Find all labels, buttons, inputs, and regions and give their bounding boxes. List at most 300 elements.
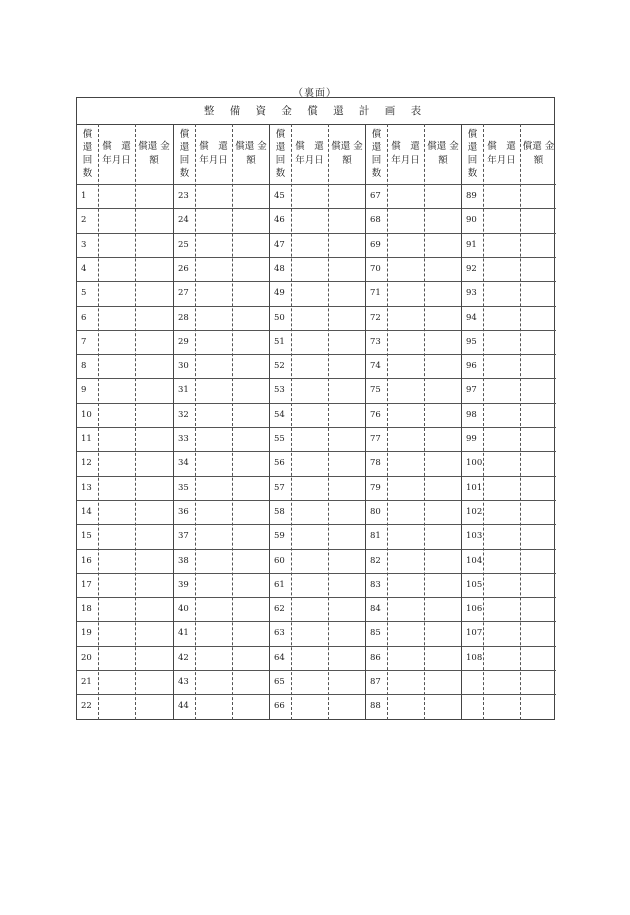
repayment-number: 36 [178,506,189,517]
repayment-date-cell[interactable] [99,281,134,305]
repayment-date-cell[interactable] [196,354,231,378]
repayment-date-cell[interactable] [292,281,327,305]
repayment-date-cell[interactable] [99,670,134,694]
repayment-amount-cell[interactable] [136,500,172,524]
repayment-date-cell[interactable] [292,257,327,281]
header-repayment-date: 償 還 年月日 [391,141,420,166]
repayment-date-cell[interactable] [388,306,423,330]
repayment-date-cell[interactable] [292,403,327,427]
repayment-amount-cell[interactable] [425,549,461,573]
header-repayment-count [366,124,387,184]
repayment-date-cell[interactable] [196,208,231,232]
repayment-number: 65 [274,677,285,687]
repayment-date-cell[interactable] [99,597,134,621]
repayment-date-cell[interactable] [99,621,134,645]
repayment-date-cell[interactable] [484,257,519,281]
repayment-amount-cell[interactable] [425,500,461,524]
repayment-amount-cell[interactable] [521,451,556,475]
repayment-date-cell[interactable] [196,549,231,573]
repayment-date-cell[interactable] [292,427,327,451]
repayment-number: 19 [81,628,92,639]
repayment-amount-cell[interactable] [136,597,172,621]
repayment-date-cell[interactable] [99,573,134,597]
repayment-amount-cell[interactable] [329,694,365,718]
repayment-amount-cell[interactable] [521,184,556,208]
repayment-amount-cell[interactable] [329,573,365,597]
repayment-date-cell[interactable] [292,354,327,378]
repayment-number: 84 [370,604,381,615]
repayment-date-cell[interactable] [484,330,519,354]
repayment-date-cell[interactable] [99,500,134,524]
repayment-date-cell[interactable] [292,597,327,621]
repayment-number: 69 [370,239,381,250]
repayment-number: 56 [274,458,285,469]
repayment-amount-cell[interactable] [329,476,365,500]
repayment-amount-cell[interactable] [521,670,556,694]
repayment-amount-cell[interactable] [521,597,556,621]
repayment-date-cell[interactable] [292,330,327,354]
repayment-number: 62 [274,604,285,615]
repayment-date-cell[interactable] [196,427,231,451]
repayment-number: 53 [274,385,285,396]
repayment-number: 74 [370,361,381,372]
repayment-amount-cell[interactable] [521,208,556,232]
repayment-number: 82 [370,555,381,566]
repayment-amount-cell[interactable] [233,427,269,451]
header-repayment-count [270,124,291,184]
repayment-date-cell[interactable] [292,621,327,645]
repayment-number: 20 [81,652,92,663]
repayment-amount-cell[interactable] [136,573,172,597]
header-repayment-amount: 償還 金額 [331,141,363,166]
header-repayment-count-label: 償還回数 [467,129,478,179]
repayment-number: 78 [370,458,381,469]
repayment-number: 59 [274,531,285,542]
repayment-number: 67 [370,191,381,201]
repayment-amount-cell[interactable] [521,354,556,378]
repayment-date-cell[interactable] [388,694,423,718]
repayment-amount-cell[interactable] [136,670,172,694]
repayment-date-cell[interactable] [196,694,231,718]
repayment-number: 92 [466,263,477,274]
repayment-date-cell[interactable] [484,476,519,500]
repayment-amount-cell[interactable] [329,378,365,402]
repayment-amount-cell[interactable] [233,451,269,475]
header-repayment-amount: 償還 金額 [138,141,170,166]
repayment-plan-table [76,97,555,720]
repayment-date-cell[interactable] [292,670,327,694]
repayment-number: 81 [370,531,381,542]
repayment-date-cell[interactable] [484,403,519,427]
repayment-amount-cell[interactable] [233,524,269,548]
repayment-amount-cell[interactable] [233,694,269,718]
repayment-date-cell[interactable] [99,257,134,281]
header-repayment-date: 償 還 年月日 [102,141,131,166]
repayment-date-cell[interactable] [292,476,327,500]
repayment-number: 26 [178,263,189,274]
repayment-date-cell[interactable] [484,694,519,718]
repayment-number: 54 [274,409,285,420]
repayment-date-cell[interactable] [484,354,519,378]
repayment-date-cell[interactable] [99,549,134,573]
repayment-amount-cell[interactable] [233,233,269,257]
repayment-amount-cell[interactable] [233,257,269,281]
repayment-amount-cell[interactable] [521,378,556,402]
repayment-amount-cell[interactable] [329,670,365,694]
repayment-amount-cell[interactable] [425,451,461,475]
repayment-amount-cell[interactable] [136,549,172,573]
repayment-number: 18 [81,604,92,615]
repayment-number: 34 [178,458,189,469]
repayment-amount-cell[interactable] [233,670,269,694]
repayment-number: 8 [81,361,87,372]
repayment-number: 104 [466,555,483,566]
repayment-date-cell[interactable] [388,354,423,378]
repayment-amount-cell[interactable] [136,306,172,330]
repayment-amount-cell[interactable] [329,306,365,330]
repayment-date-cell[interactable] [388,524,423,548]
repayment-amount-cell[interactable] [425,670,461,694]
repayment-date-cell[interactable] [196,573,231,597]
repayment-date-cell[interactable] [196,257,231,281]
repayment-number: 52 [274,361,285,372]
repayment-number: 75 [370,385,381,396]
repayment-number: 6 [81,312,87,323]
repayment-date-cell[interactable] [196,184,231,208]
repayment-number: 46 [274,215,285,226]
repayment-date-cell[interactable] [484,500,519,524]
repayment-date-cell[interactable] [292,549,327,573]
repayment-date-cell[interactable] [196,670,231,694]
repayment-number: 90 [466,215,477,226]
repayment-date-cell[interactable] [99,403,134,427]
repayment-date-cell[interactable] [196,621,231,645]
repayment-amount-cell[interactable] [233,500,269,524]
repayment-number: 42 [178,652,189,663]
header-repayment-amount: 償還 金額 [522,141,555,166]
repayment-date-cell[interactable] [388,330,423,354]
repayment-amount-cell[interactable] [425,646,461,670]
repayment-date-cell[interactable] [292,694,327,718]
repayment-amount-cell[interactable] [521,524,556,548]
repayment-amount-cell[interactable] [425,281,461,305]
repayment-date-cell[interactable] [484,233,519,257]
repayment-date-cell[interactable] [484,306,519,330]
repayment-date-cell[interactable] [99,184,134,208]
repayment-number: 100 [466,458,483,469]
repayment-amount-cell[interactable] [233,281,269,305]
repayment-amount-cell[interactable] [329,281,365,305]
repayment-amount-cell[interactable] [233,184,269,208]
repayment-number: 5 [81,288,87,299]
repayment-date-cell[interactable] [292,646,327,670]
repayment-amount-cell[interactable] [425,257,461,281]
repayment-amount-cell[interactable] [521,646,556,670]
repayment-date-cell[interactable] [292,208,327,232]
repayment-number: 79 [370,482,381,493]
repayment-amount-cell[interactable] [233,549,269,573]
repayment-amount-cell[interactable] [521,621,556,645]
repayment-amount-cell[interactable] [136,403,172,427]
repayment-date-cell[interactable] [484,621,519,645]
repayment-date-cell[interactable] [99,354,134,378]
repayment-number: 61 [274,579,285,590]
repayment-date-cell[interactable] [388,549,423,573]
repayment-amount-cell[interactable] [233,403,269,427]
repayment-number: 87 [370,677,381,687]
repayment-date-cell[interactable] [196,524,231,548]
repayment-date-cell[interactable] [292,500,327,524]
repayment-number: 30 [178,361,189,372]
repayment-number: 17 [81,579,92,590]
repayment-amount-cell[interactable] [425,524,461,548]
repayment-amount-cell[interactable] [425,233,461,257]
repayment-number: 37 [178,531,189,542]
repayment-amount-cell[interactable] [521,330,556,354]
repayment-amount-cell[interactable] [329,257,365,281]
repayment-number: 7 [81,336,87,347]
repayment-date-cell[interactable] [388,500,423,524]
repayment-number: 24 [178,215,189,226]
repayment-date-cell[interactable] [388,573,423,597]
repayment-amount-cell[interactable] [425,573,461,597]
repayment-date-cell[interactable] [196,378,231,402]
repayment-amount-cell[interactable] [233,354,269,378]
repayment-amount-cell[interactable] [136,257,172,281]
repayment-amount-cell[interactable] [329,500,365,524]
repayment-amount-cell[interactable] [136,646,172,670]
repayment-amount-cell[interactable] [425,378,461,402]
repayment-amount-cell[interactable] [233,646,269,670]
repayment-date-cell[interactable] [484,549,519,573]
repayment-date-cell[interactable] [99,208,134,232]
repayment-date-cell[interactable] [484,597,519,621]
repayment-date-cell[interactable] [292,306,327,330]
repayment-amount-cell[interactable] [521,500,556,524]
repayment-number: 108 [466,652,483,663]
repayment-amount-cell[interactable] [136,233,172,257]
repayment-amount-cell[interactable] [136,451,172,475]
repayment-number: 49 [274,288,285,299]
repayment-amount-cell[interactable] [329,524,365,548]
repayment-date-cell[interactable] [388,378,423,402]
repayment-number: 27 [178,288,189,299]
repayment-amount-cell[interactable] [521,694,556,718]
repayment-date-cell[interactable] [196,451,231,475]
repayment-amount-cell[interactable] [521,427,556,451]
repayment-amount-cell[interactable] [233,378,269,402]
repayment-date-cell[interactable] [292,451,327,475]
repayment-number: 103 [466,531,483,542]
repayment-date-cell[interactable] [99,330,134,354]
repayment-number: 25 [178,239,189,250]
repayment-date-cell[interactable] [196,597,231,621]
repayment-amount-cell[interactable] [136,427,172,451]
page-side-note: （裏面） [293,88,337,99]
repayment-number: 105 [466,579,483,590]
repayment-date-cell[interactable] [484,573,519,597]
repayment-amount-cell[interactable] [329,330,365,354]
repayment-amount-cell[interactable] [136,378,172,402]
repayment-amount-cell[interactable] [329,621,365,645]
repayment-number: 77 [370,434,381,444]
header-repayment-amount: 償還 金額 [427,141,459,166]
repayment-date-cell[interactable] [196,476,231,500]
repayment-date-cell[interactable] [196,500,231,524]
repayment-number: 40 [178,604,189,615]
repayment-date-cell[interactable] [484,184,519,208]
repayment-date-cell[interactable] [388,257,423,281]
repayment-number: 73 [370,336,381,347]
repayment-number: 9 [81,385,87,396]
repayment-amount-cell[interactable] [233,476,269,500]
repayment-amount-cell[interactable] [136,281,172,305]
repayment-number: 89 [466,191,477,201]
repayment-number: 1 [81,191,87,201]
repayment-amount-cell[interactable] [425,427,461,451]
repayment-number: 58 [274,506,285,517]
repayment-amount-cell[interactable] [233,306,269,330]
repayment-amount-cell[interactable] [425,621,461,645]
repayment-number: 41 [178,628,189,639]
repayment-amount-cell[interactable] [136,208,172,232]
repayment-date-cell[interactable] [388,476,423,500]
repayment-amount-cell[interactable] [136,330,172,354]
repayment-amount-cell[interactable] [329,233,365,257]
repayment-date-cell[interactable] [196,233,231,257]
repayment-date-cell[interactable] [99,694,134,718]
column-group-3 [269,124,365,720]
repayment-number: 106 [466,604,483,615]
repayment-number: 98 [466,409,477,420]
repayment-amount-cell[interactable] [329,597,365,621]
repayment-amount-cell[interactable] [329,184,365,208]
repayment-date-cell[interactable] [196,306,231,330]
repayment-amount-cell[interactable] [521,281,556,305]
repayment-amount-cell[interactable] [136,476,172,500]
repayment-date-cell[interactable] [99,427,134,451]
repayment-amount-cell[interactable] [329,646,365,670]
repayment-amount-cell[interactable] [329,208,365,232]
repayment-date-cell[interactable] [484,670,519,694]
repayment-date-cell[interactable] [388,403,423,427]
repayment-amount-cell[interactable] [425,694,461,718]
repayment-date-cell[interactable] [484,524,519,548]
repayment-date-cell[interactable] [484,208,519,232]
repayment-amount-cell[interactable] [425,476,461,500]
repayment-amount-cell[interactable] [136,524,172,548]
repayment-amount-cell[interactable] [425,184,461,208]
repayment-amount-cell[interactable] [233,597,269,621]
repayment-number: 50 [274,312,285,323]
repayment-amount-cell[interactable] [425,403,461,427]
repayment-amount-cell[interactable] [329,549,365,573]
header-repayment-count-label: 償還回数 [275,129,286,179]
repayment-amount-cell[interactable] [425,208,461,232]
repayment-amount-cell[interactable] [329,354,365,378]
repayment-date-cell[interactable] [388,670,423,694]
repayment-amount-cell[interactable] [425,330,461,354]
repayment-date-cell[interactable] [388,281,423,305]
repayment-number: 97 [466,385,477,396]
repayment-date-cell[interactable] [99,476,134,500]
repayment-date-cell[interactable] [388,646,423,670]
repayment-number: 68 [370,215,381,226]
repayment-date-cell[interactable] [292,524,327,548]
repayment-amount-cell[interactable] [425,354,461,378]
repayment-date-cell[interactable] [99,524,134,548]
repayment-number: 60 [274,555,285,566]
repayment-date-cell[interactable] [484,378,519,402]
repayment-amount-cell[interactable] [425,306,461,330]
repayment-amount-cell[interactable] [233,330,269,354]
repayment-amount-cell[interactable] [521,233,556,257]
repayment-date-cell[interactable] [388,184,423,208]
repayment-amount-cell[interactable] [233,573,269,597]
repayment-number: 15 [81,531,92,542]
repayment-amount-cell[interactable] [521,573,556,597]
repayment-date-cell[interactable] [388,451,423,475]
repayment-amount-cell[interactable] [136,694,172,718]
repayment-amount-cell[interactable] [425,597,461,621]
repayment-amount-cell[interactable] [521,257,556,281]
repayment-date-cell[interactable] [196,281,231,305]
repayment-date-cell[interactable] [292,573,327,597]
repayment-number: 95 [466,336,477,347]
repayment-date-cell[interactable] [99,233,134,257]
repayment-number: 72 [370,312,381,323]
repayment-date-cell[interactable] [196,646,231,670]
repayment-date-cell[interactable] [99,306,134,330]
repayment-number: 94 [466,312,477,323]
repayment-date-cell[interactable] [99,451,134,475]
repayment-amount-cell[interactable] [136,354,172,378]
repayment-amount-cell[interactable] [136,621,172,645]
repayment-date-cell[interactable] [388,233,423,257]
repayment-amount-cell[interactable] [329,451,365,475]
repayment-amount-cell[interactable] [329,403,365,427]
repayment-date-cell[interactable] [388,208,423,232]
repayment-date-cell[interactable] [484,646,519,670]
repayment-date-cell[interactable] [388,427,423,451]
header-repayment-date: 償 還 年月日 [295,141,324,166]
repayment-amount-cell[interactable] [521,306,556,330]
header-repayment-date: 償 還 年月日 [199,141,228,166]
repayment-date-cell[interactable] [388,597,423,621]
repayment-amount-cell[interactable] [136,184,172,208]
column-group-1 [77,124,173,720]
repayment-date-cell[interactable] [196,330,231,354]
repayment-amount-cell[interactable] [233,621,269,645]
repayment-amount-cell[interactable] [233,208,269,232]
repayment-date-cell[interactable] [99,378,134,402]
repayment-date-cell[interactable] [388,621,423,645]
repayment-date-cell[interactable] [196,403,231,427]
repayment-amount-cell[interactable] [521,549,556,573]
repayment-date-cell[interactable] [99,646,134,670]
repayment-amount-cell[interactable] [521,403,556,427]
repayment-date-cell[interactable] [292,378,327,402]
repayment-number: 80 [370,506,381,517]
repayment-date-cell[interactable] [292,233,327,257]
repayment-date-cell[interactable] [484,427,519,451]
repayment-date-cell[interactable] [292,184,327,208]
repayment-amount-cell[interactable] [521,476,556,500]
repayment-date-cell[interactable] [484,281,519,305]
repayment-date-cell[interactable] [484,451,519,475]
repayment-number: 47 [274,239,285,250]
repayment-amount-cell[interactable] [329,427,365,451]
